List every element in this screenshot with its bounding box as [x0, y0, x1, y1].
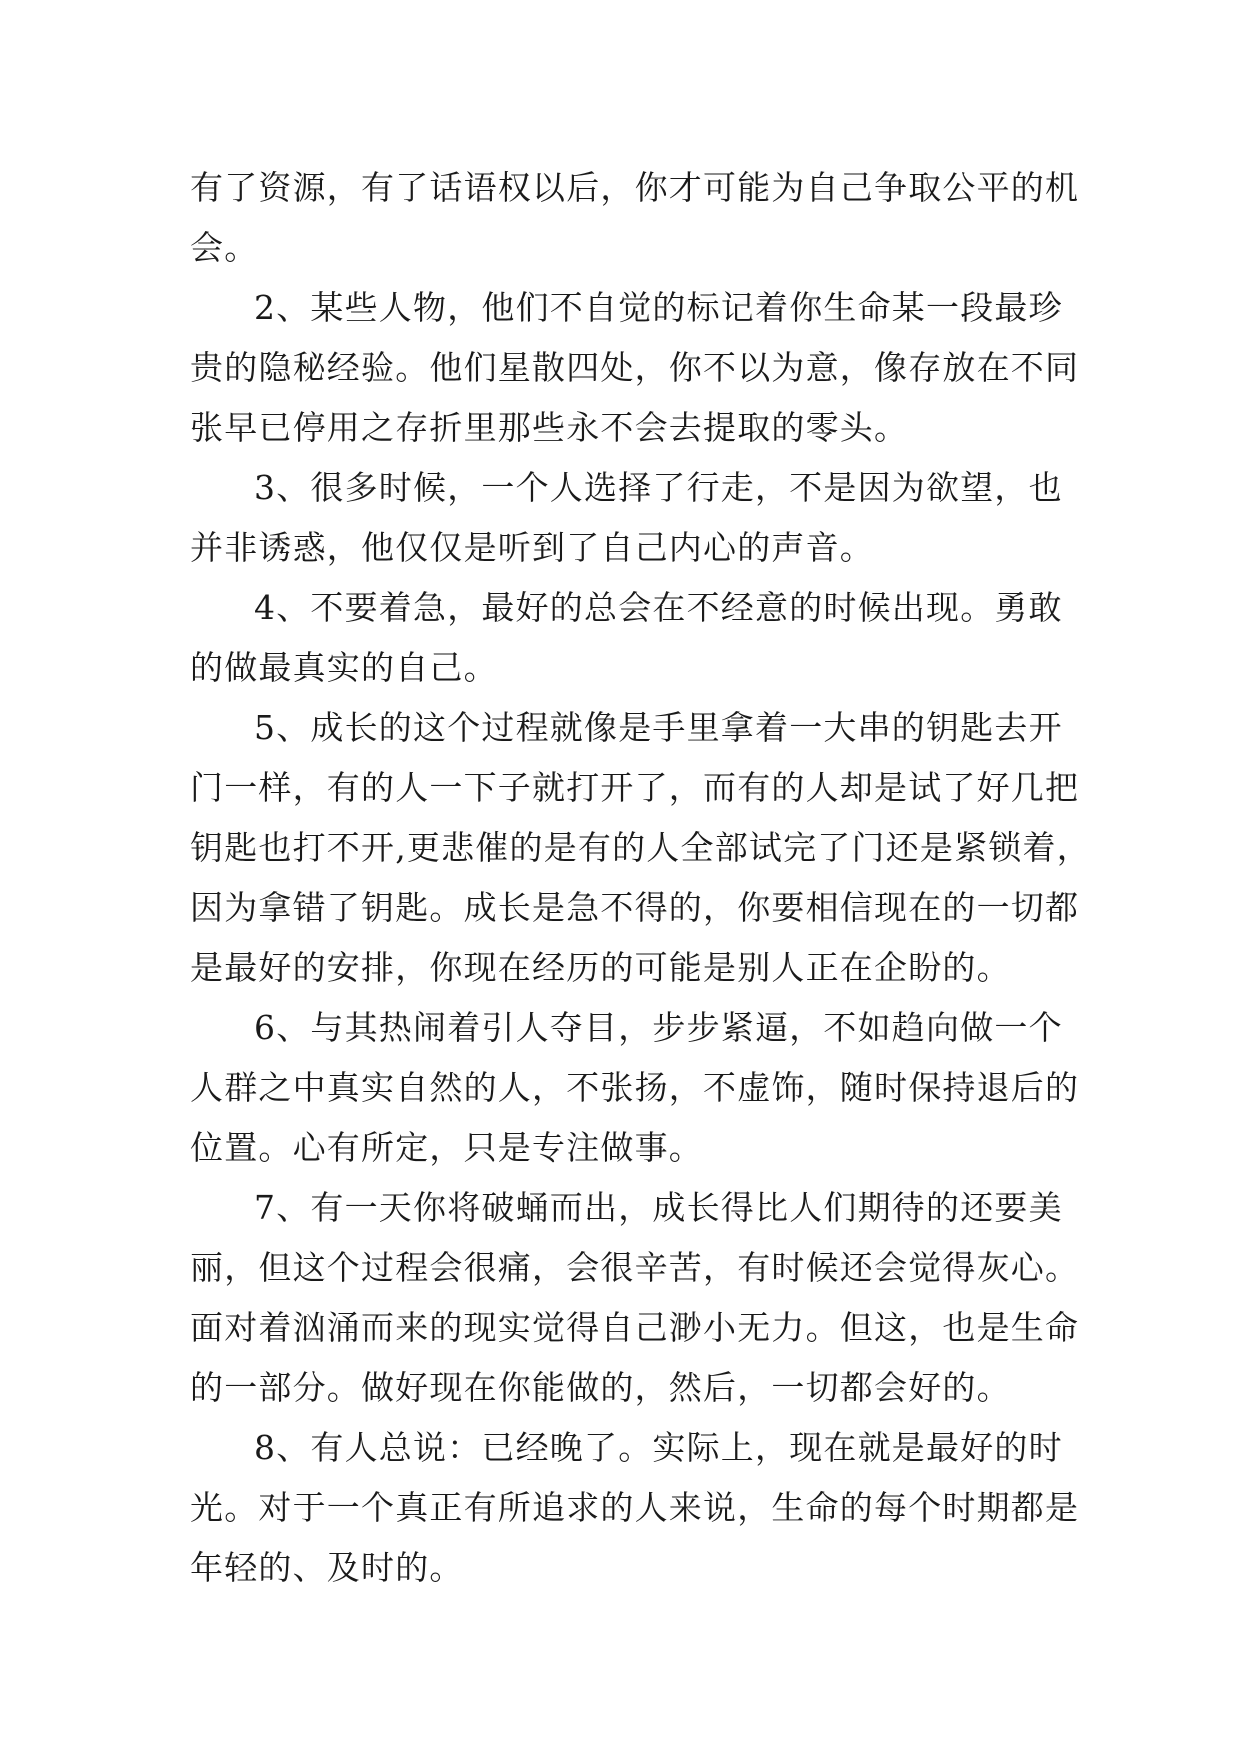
paragraph-start-line: 6、与其热闹着引人夺目，步步紧逼，不如趋向做一个 [254, 1008, 1063, 1047]
paragraph-start-line: 4、不要着急，最好的总会在不经意的时候出现。勇敢 [254, 588, 1063, 627]
text-line: 贵的隐秘经验。他们星散四处，你不以为意，像存放在不同 [190, 348, 1080, 387]
text-line: 位置。心有所定，只是专注做事。 [190, 1128, 703, 1167]
paragraph-start-line: 5、成长的这个过程就像是手里拿着一大串的钥匙去开 [254, 708, 1063, 747]
text-line: 门一样，有的人一下子就打开了，而有的人却是试了好几把 [190, 768, 1080, 807]
text-line: 因为拿错了钥匙。成长是急不得的，你要相信现在的一切都 [190, 888, 1080, 927]
paragraph-start-line: 3、很多时候，一个人选择了行走，不是因为欲望，也 [254, 468, 1063, 507]
text-line: 有了资源，有了话语权以后，你才可能为自己争取公平的机 [190, 168, 1080, 207]
text-line: 丽，但这个过程会很痛，会很辛苦，有时候还会觉得灰心。 [190, 1248, 1080, 1287]
text-line: 会。 [190, 228, 259, 267]
text-line: 是最好的安排，你现在经历的可能是别人正在企盼的。 [190, 948, 1011, 987]
text-line: 张早已停用之存折里那些永不会去提取的零头。 [190, 408, 909, 447]
paragraph-start-line: 8、有人总说：已经晚了。实际上，现在就是最好的时 [254, 1428, 1063, 1467]
text-line: 光。对于一个真正有所追求的人来说，生命的每个时期都是 [190, 1488, 1080, 1527]
text-line: 年轻的、及时的。 [190, 1548, 464, 1587]
text-line: 的一部分。做好现在你能做的，然后，一切都会好的。 [190, 1368, 1011, 1407]
document-body [190, 158, 1091, 1598]
text-line: 人群之中真实自然的人，不张扬，不虚饰，随时保持退后的 [190, 1068, 1080, 1107]
text-line: 的做最真实的自己。 [190, 648, 498, 687]
text-line: 并非诱惑，他仅仅是听到了自己内心的声音。 [190, 528, 874, 567]
text-line: 面对着汹涌而来的现实觉得自己渺小无力。但这，也是生命 [190, 1308, 1080, 1347]
paragraph-start-line: 7、有一天你将破蛹而出，成长得比人们期待的还要美 [254, 1188, 1063, 1227]
text-line: 钥匙也打不开,更悲催的是有的人全部试完了门还是紧锁着， [190, 828, 1091, 867]
paragraph-start-line: 2、某些人物，他们不自觉的标记着你生命某一段最珍 [254, 288, 1063, 327]
